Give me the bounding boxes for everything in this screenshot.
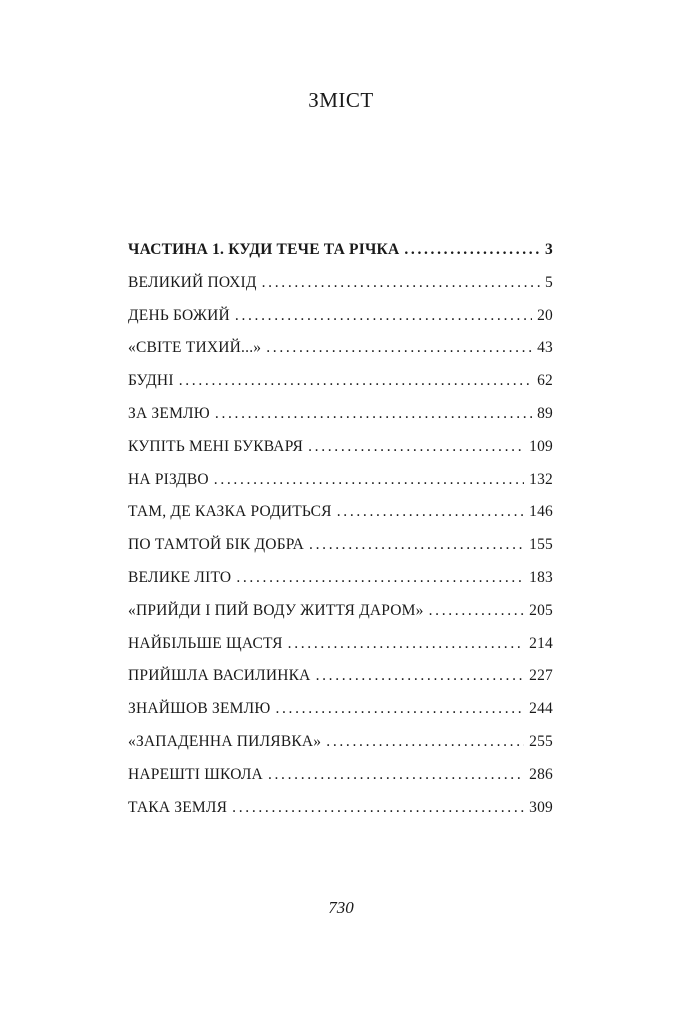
toc-entry [128, 569, 553, 602]
toc-entry-title: ПО ТАМТОЙ БІК ДОБРА [128, 536, 305, 554]
toc-entry-title: ЧАСТИНА 1. КУДИ ТЕЧЕ ТА РІЧКА [128, 241, 400, 258]
toc-entry-title: КУПІТЬ МЕНІ БУКВАРЯ [128, 437, 304, 455]
toc-entry [128, 602, 553, 635]
dot-leader [268, 766, 524, 784]
dot-leader [215, 405, 532, 423]
toc-entry-title: ТАМ, ДЕ КАЗКА РОДИТЬСЯ [128, 503, 332, 521]
toc-entry-title: «СВІТЕ ТИХИЙ...» [128, 339, 262, 357]
toc-entry-page: 146 [529, 503, 553, 521]
toc-entry [128, 700, 553, 733]
page-number: 730 [328, 898, 354, 917]
toc-part-entry [128, 241, 553, 274]
dot-leader [429, 602, 525, 620]
toc-entry-title: НА РІЗДВО [128, 470, 209, 488]
toc-entry-title: «ПРИЙДИ І ПИЙ ВОДУ ЖИТТЯ ДАРОМ» [128, 601, 424, 619]
dot-leader [236, 569, 524, 587]
toc-entry [128, 307, 553, 340]
toc-entry-title: «ЗАПАДЕННА ПИЛЯВКА» [128, 732, 322, 750]
toc-entry-title: ВЕЛИКИЙ ПОХІД [128, 273, 257, 291]
toc-entry [128, 635, 553, 668]
toc-entry-page: 5 [545, 273, 553, 291]
toc-entry-title: НАЙБІЛЬШЕ ЩАСТЯ [128, 634, 283, 652]
toc-entry [128, 536, 553, 569]
dot-leader [308, 438, 524, 456]
table-of-contents [128, 241, 553, 831]
toc-entry-title: ЗА ЗЕМЛЮ [128, 404, 210, 422]
dot-leader [266, 339, 532, 357]
toc-entry [128, 766, 553, 799]
toc-entry-title: ДЕНЬ БОЖИЙ [128, 306, 230, 324]
toc-entry-page: 89 [537, 404, 553, 422]
toc-entry [128, 667, 553, 700]
dot-leader [337, 503, 524, 521]
toc-entry [128, 339, 553, 372]
toc-entry [128, 733, 553, 766]
toc-entry-page: 286 [529, 765, 553, 783]
toc-entry-title: ТАКА ЗЕМЛЯ [128, 798, 228, 816]
toc-entry-page: 205 [529, 601, 553, 619]
toc-entry [128, 503, 553, 536]
toc-entry-page: 20 [537, 306, 553, 324]
dot-leader [235, 307, 532, 325]
toc-entry [128, 438, 553, 471]
toc-entry-page: 3 [545, 241, 553, 258]
toc-entry-page: 244 [529, 700, 553, 718]
dot-leader [288, 635, 524, 653]
toc-entry [128, 274, 553, 307]
dot-leader [179, 372, 532, 390]
toc-entry-page: 132 [529, 470, 553, 488]
dot-leader [275, 700, 524, 718]
toc-entry-title: ПРИЙШЛА ВАСИЛИНКА [128, 667, 311, 685]
toc-entry [128, 405, 553, 438]
toc-entry-title: БУДНІ [128, 372, 174, 390]
toc-entry-page: 309 [529, 798, 553, 816]
toc-entry-title: ВЕЛИКЕ ЛІТО [128, 568, 232, 586]
dot-leader [232, 799, 524, 817]
dot-leader [309, 536, 524, 554]
dot-leader [404, 241, 540, 259]
dot-leader [326, 733, 524, 751]
toc-entry-title: ЗНАЙШОВ ЗЕМЛЮ [128, 700, 271, 718]
toc-entry [128, 799, 553, 832]
dot-leader [316, 667, 525, 685]
toc-entry-page: 227 [529, 667, 553, 685]
toc-entry-page: 255 [529, 732, 553, 750]
dot-leader [262, 274, 540, 292]
page-title: ЗМІСТ [308, 88, 374, 112]
toc-entry-page: 43 [537, 339, 553, 357]
toc-entry-page: 183 [529, 568, 553, 586]
toc-entry-page: 155 [529, 536, 553, 554]
toc-entry-page: 109 [529, 437, 553, 455]
dot-leader [214, 471, 524, 489]
toc-entry [128, 372, 553, 405]
toc-entry-title: НАРЕШТІ ШКОЛА [128, 765, 263, 783]
toc-entry-page: 214 [529, 634, 553, 652]
toc-entry-page: 62 [537, 372, 553, 390]
toc-entry [128, 471, 553, 504]
